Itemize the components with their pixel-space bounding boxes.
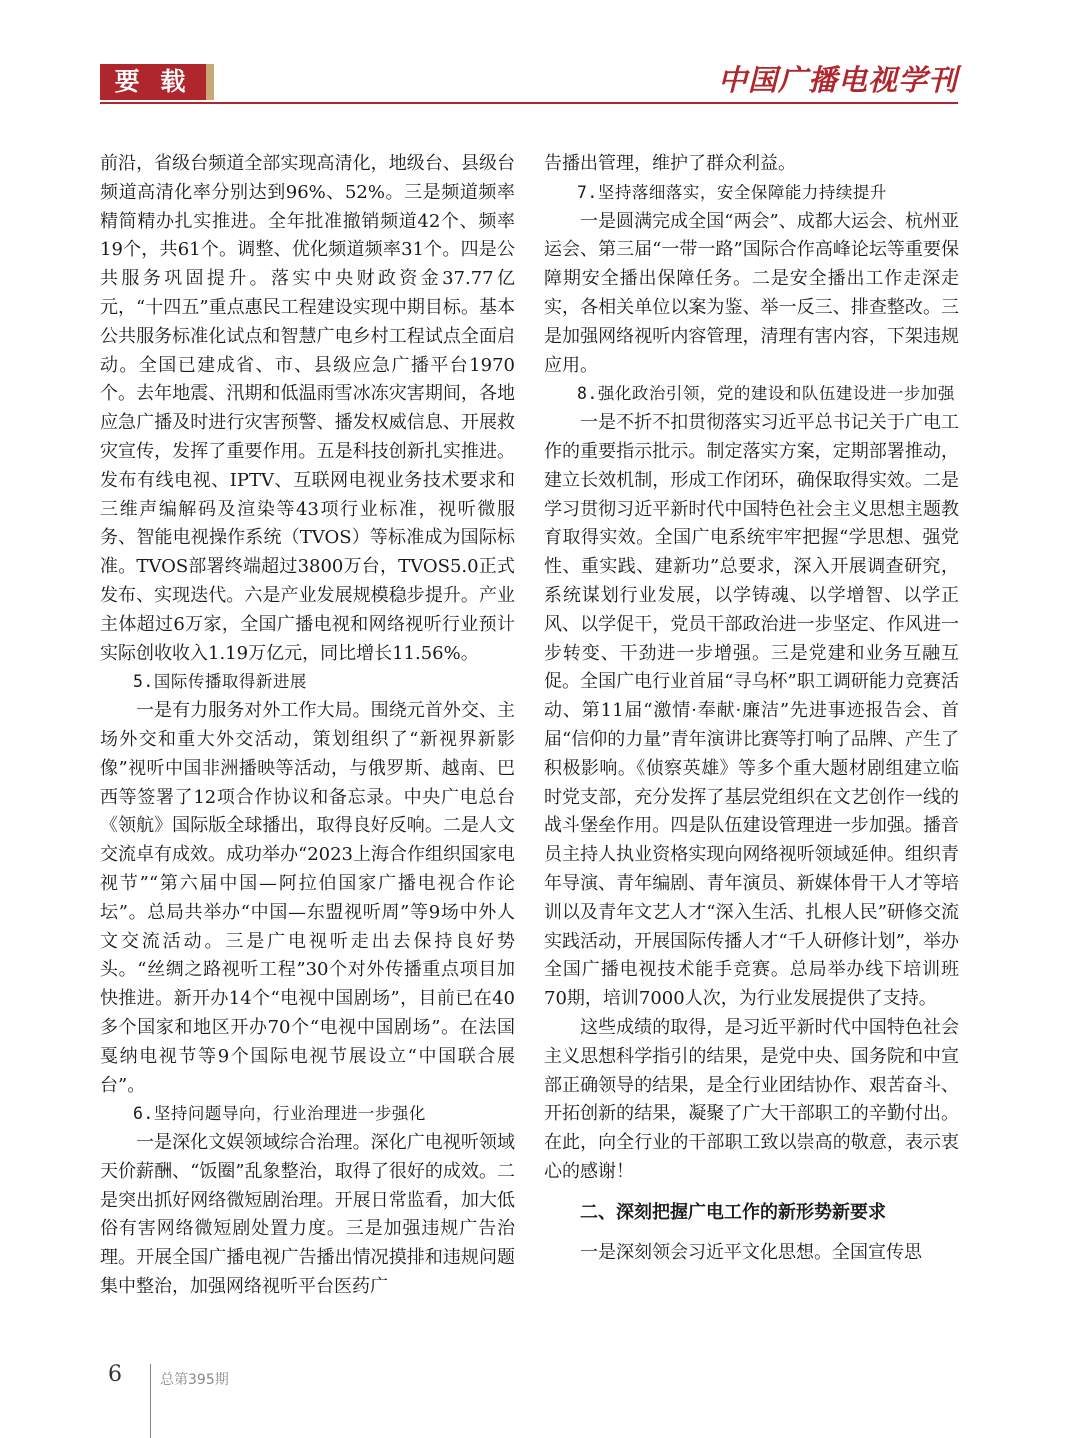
paragraph: 一是不折不扣贯彻落实习近平总书记关于广电工作的重要指示批示。制定落实方案，定期部署推动，建立长效机制，形成工作闭环，确保取得实效。二是学习贯彻习近平新时代中国特色社会主义思想主题教育取得实效。全国广电系统牢牢把握“学思想、强党性、重实践、建新功”总要求，深入开展调查研究，系统谋划行业发展，以学铸魂、以学增智、以学正风、以学促干，党员干部政治进一步坚定、作风进一步转变、干劲进一步增强。三是党建和业务互融互促。全国广电行业首届“寻乌杯”职工调研能力竞赛活动、第11届“激情·奉献·廉洁”先进事迹报告会、首届“信仰的力量”青年演讲比赛等打响了品牌、产生了积极影响。《侦察英雄》等多个重大题材剧组建立临时党支部，充分发挥了基层党组织在文艺创作一线的战斗堡垒作用。四是队伍建设管理进一步加强。播音员主持人执业资格实现向网络视听领域延伸。组织青年导演、青年编剧、青年演员、新媒体骨干人才等培训以及青年文艺人才“深入生活、扎根人民”研修交流实践活动，开展国际传播人才“千人研修计划”，举办全国广播电视技术能手竞赛。总局举办线下培训班70期，培训7000人次，为行业发展提供了支持。 [544, 412, 959, 1010]
paragraph: 前沿，省级台频道全部实现高清化，地级台、县级台频道高清化率分别达到96%、52%。三是频道频率精简精办扎实推进。全年批准撤销频道42个、频率19个，共61个。调整、优化频道频率31个。四是公共服务巩固提升。落实中央财政资金37.77亿元，“十四五”重点惠民工程建设实现中期目标。基本公共服务标准化试点和智慧广电乡村工程试点全面启动。全国已建成省、市、县级应急广播平台1970个。去年地震、汛期和低温雨雪冰冻灾害期间，各地应急广播及时进行灾害预警、播发权威信息、开展救灾宣传，发挥了重要作用。五是科技创新扎实推进。发布有线电视、IPTV、互联网电视业务技术要求和三维声编解码及渲染等43项行业标准，视听微服务、智能电视操作系统（TVOS）等标准成为国际标准。TVOS部署终端超过3800万台，TVOS5.0正式发布、实现迭代。六是产业发展规模稳步提升。产业主体超过6万家，全国广播电视和网络视听行业预计实际创收收入1.19万亿元，同比增长11.56%。 [100, 153, 515, 664]
right-column [544, 150, 959, 1268]
page-number: 6 [108, 1362, 122, 1387]
header-rule [100, 102, 958, 104]
paragraph: 一是深刻领会习近平文化思想。全国宣传思 [580, 1242, 922, 1264]
paragraph: 一是深化文娱领域综合治理。深化广电视听领域天价薪酬、“饭圈”乱象整治，取得了很好的成效。二是突出抓好网络微短剧治理。开展日常监看，加大低俗有害网络微短剧处置力度。三是加强违规广告治理。开展全国广播电视广告播出情况摸排和违规问题集中整治，加强网络视听平台医药广 [100, 1132, 515, 1298]
issue-number: 总第395期 [160, 1372, 229, 1388]
section-label: 要 载 [100, 64, 206, 100]
journal-name: 中国广播电视学刊 [717, 63, 958, 97]
paragraph: 这些成绩的取得，是习近平新时代中国特色社会主义思想科学指引的结果，是党中央、国务院和中宣部正确领导的结果，是全行业团结协作、艰苦奋斗、开拓创新的结果，凝聚了广大干部职工的辛勤付出。在此，向全行业的干部职工致以崇高的敬意，表示衷心的感谢！ [544, 1016, 959, 1182]
paragraph: 一是圆满完成全国“两会”、成都大运会、杭州亚运会、第三届“一带一路”国际合作高峰论坛等重要保障期安全播出保障任务。二是安全播出工作走深走实，各相关单位以案为鉴、举一反三、排查整改。三是加强网络视听内容管理，清理有害内容，下架违规应用。 [544, 210, 959, 376]
footer-divider [150, 1364, 151, 1438]
left-column [100, 150, 515, 1302]
subheading-8: 8.强化政治引领，党的建设和队伍建设进一步加强 [577, 384, 955, 404]
paragraph: 告播出管理，维护了群众利益。 [544, 153, 796, 174]
paragraph: 一是有力服务对外工作大局。围绕元首外交、主场外交和重大外交活动，策划组织了“新视界新影像”视听中国非洲播映等活动，与俄罗斯、越南、巴西等签署了12项合作协议和备忘录。中央广电总台《领航》国际版全球播出，取得良好反响。二是人文交流卓有成效。成功举办“2023上海合作组织国家电视节”“第六届中国—阿拉伯国家广播电视合作论坛”。总局共举办“中国—东盟视听周”等9场中外人文交流活动。三是广电视听走出去保持良好势头。“丝绸之路视听工程”30个对外传播重点项目加快推进。新开办14个“电视中国剧场”，目前已在40多个国家和地区开办70个“电视中国剧场”。在法国戛纳电视节等9个国际电视节展设立“中国联合展台”。 [100, 700, 516, 1096]
subheading-5: 5.国际传播取得新进展 [133, 672, 307, 692]
section-heading-2: 二、深刻把握广电工作的新形势新要求 [580, 1201, 886, 1223]
header-accent-bar [206, 64, 214, 100]
subheading-7: 7.坚持落细落实，安全保障能力持续提升 [577, 182, 887, 202]
subheading-6: 6.坚持问题导向，行业治理进一步强化 [133, 1104, 426, 1124]
